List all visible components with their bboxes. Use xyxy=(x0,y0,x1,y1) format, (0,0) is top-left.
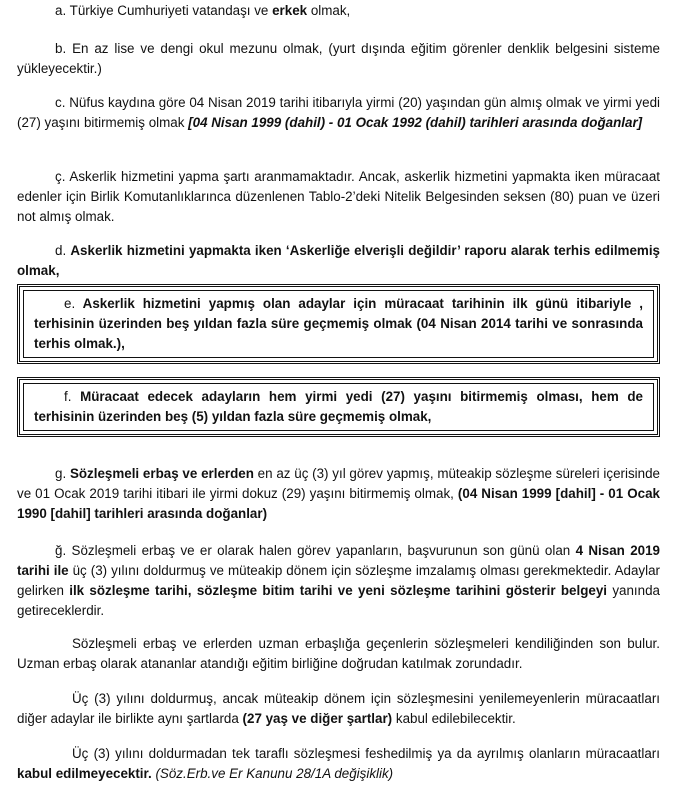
item-d: d. Askerlik hizmetini yapmakta iken ‘Askerliğe elverişli değildir’ raporu alarak terhis edilmemiş olmak, xyxy=(17,243,660,278)
item-marker: ğ. xyxy=(55,543,67,558)
paragraph-feshedilmis: Üç (3) yılını doldurmadan tek taraflı sözleşmesi feshedilmiş ya da ayrılmış olanların müracaatları kabul edilmeyecektir. (Söz.Erb.ve Er Kanunu 28/1A değişiklik) xyxy=(17,746,660,781)
paragraph-yenilemeyenler: Üç (3) yılını doldurmuş, ancak müteakip dönem için sözleşmesini yenilemeyenlerin müracaatları diğer adaylar ile birlikte aynı şartlarda (27 yaş ve diğer şartlar) kabul edilebilecektir. xyxy=(17,691,660,726)
item-a: a. Türkiye Cumhuriyeti vatandaşı ve erkek olmak, xyxy=(55,3,351,18)
item-c: c. Nüfus kaydına göre 04 Nisan 2019 tarihi itibarıyla yirmi (20) yaşından gün almış olmak ve yirmi yedi (27) yaşını bitirmemiş olmak [04 Nisan 1999 (dahil) - 01 Ocak 1992 (dahil) tarihleri arasında doğanlar] xyxy=(17,95,660,130)
item-g-breve: ğ. Sözleşmeli erbaş ve er olarak halen görev yapanların, başvurunun son günü olan 4 Nisan 2019 tarihi ile üç (3) yılını doldurmuş ve müteakip dönem için sözleşme imzalamış olması gerekmektedir. Adaylar gelirken ilk sözleşme tarihi, sözleşme bitim tarihi ve yeni sözleşme tarihini gösterir belgeyi yanında getireceklerdir. xyxy=(17,543,660,618)
item-marker: a. xyxy=(55,3,67,18)
item-c-cedilla: ç. Askerlik hizmetini yapma şartı aranmamaktadır. Ancak, askerlik hizmetini yapmakta iken müracaat edenler için Birlik Komutanlıklarınca düzenlenen Tablo-2’deki Nitelik Belgesinden seksen (80) puan ve üzeri not almış olmak. xyxy=(17,169,661,224)
item-marker: d. xyxy=(55,243,67,258)
item-marker: ç. xyxy=(55,169,66,184)
item-marker: b. xyxy=(55,41,67,56)
item-marker: c. xyxy=(55,95,66,110)
item-f: f. Müracaat edecek adayların hem yirmi yedi (27) yaşını bitirmemiş olması, hem de terhisinin üzerinden beş (5) yıldan fazla süre geçmemiş olmak, xyxy=(34,389,643,424)
item-marker: f. xyxy=(64,389,72,404)
item-e: e. Askerlik hizmetini yapmış olan adaylar için müracaat tarihinin ilk günü itibariyle , terhisinin üzerinden beş yıldan fazla süre geçmemiş olmak (04 Nisan 2014 tarihi ve sonrasında terhis olmak.), xyxy=(34,296,643,351)
item-marker: e. xyxy=(64,296,76,311)
item-e-box xyxy=(17,284,660,364)
item-g: g. Sözleşmeli erbaş ve erlerden en az üç (3) yıl görev yapmış, müteakip sözleşme süreleri içerisinde ve 01 Ocak 2019 tarihi itibari ile yirmi dokuz (29) yaşını bitirmemiş olmak, (04 Nisan 1999 [dahil] - 01 Ocak 1990 [dahil] tarihleri arasında doğanlar) xyxy=(17,466,660,521)
item-b: b. En az lise ve dengi okul mezunu olmak, (yurt dışında eğitim görenler denklik belgesini sisteme yükleyecektir.) xyxy=(17,41,660,76)
paragraph-uzman-erbas: Sözleşmeli erbaş ve erlerden uzman erbaşlığa geçenlerin sözleşmeleri kendiliğinden son bulur. Uzman erbaş olarak atananlar atandığı eğitim birliğine doğrudan katılmak zorundadır. xyxy=(17,636,660,671)
item-marker: g. xyxy=(55,466,67,481)
item-f-box xyxy=(17,377,660,437)
